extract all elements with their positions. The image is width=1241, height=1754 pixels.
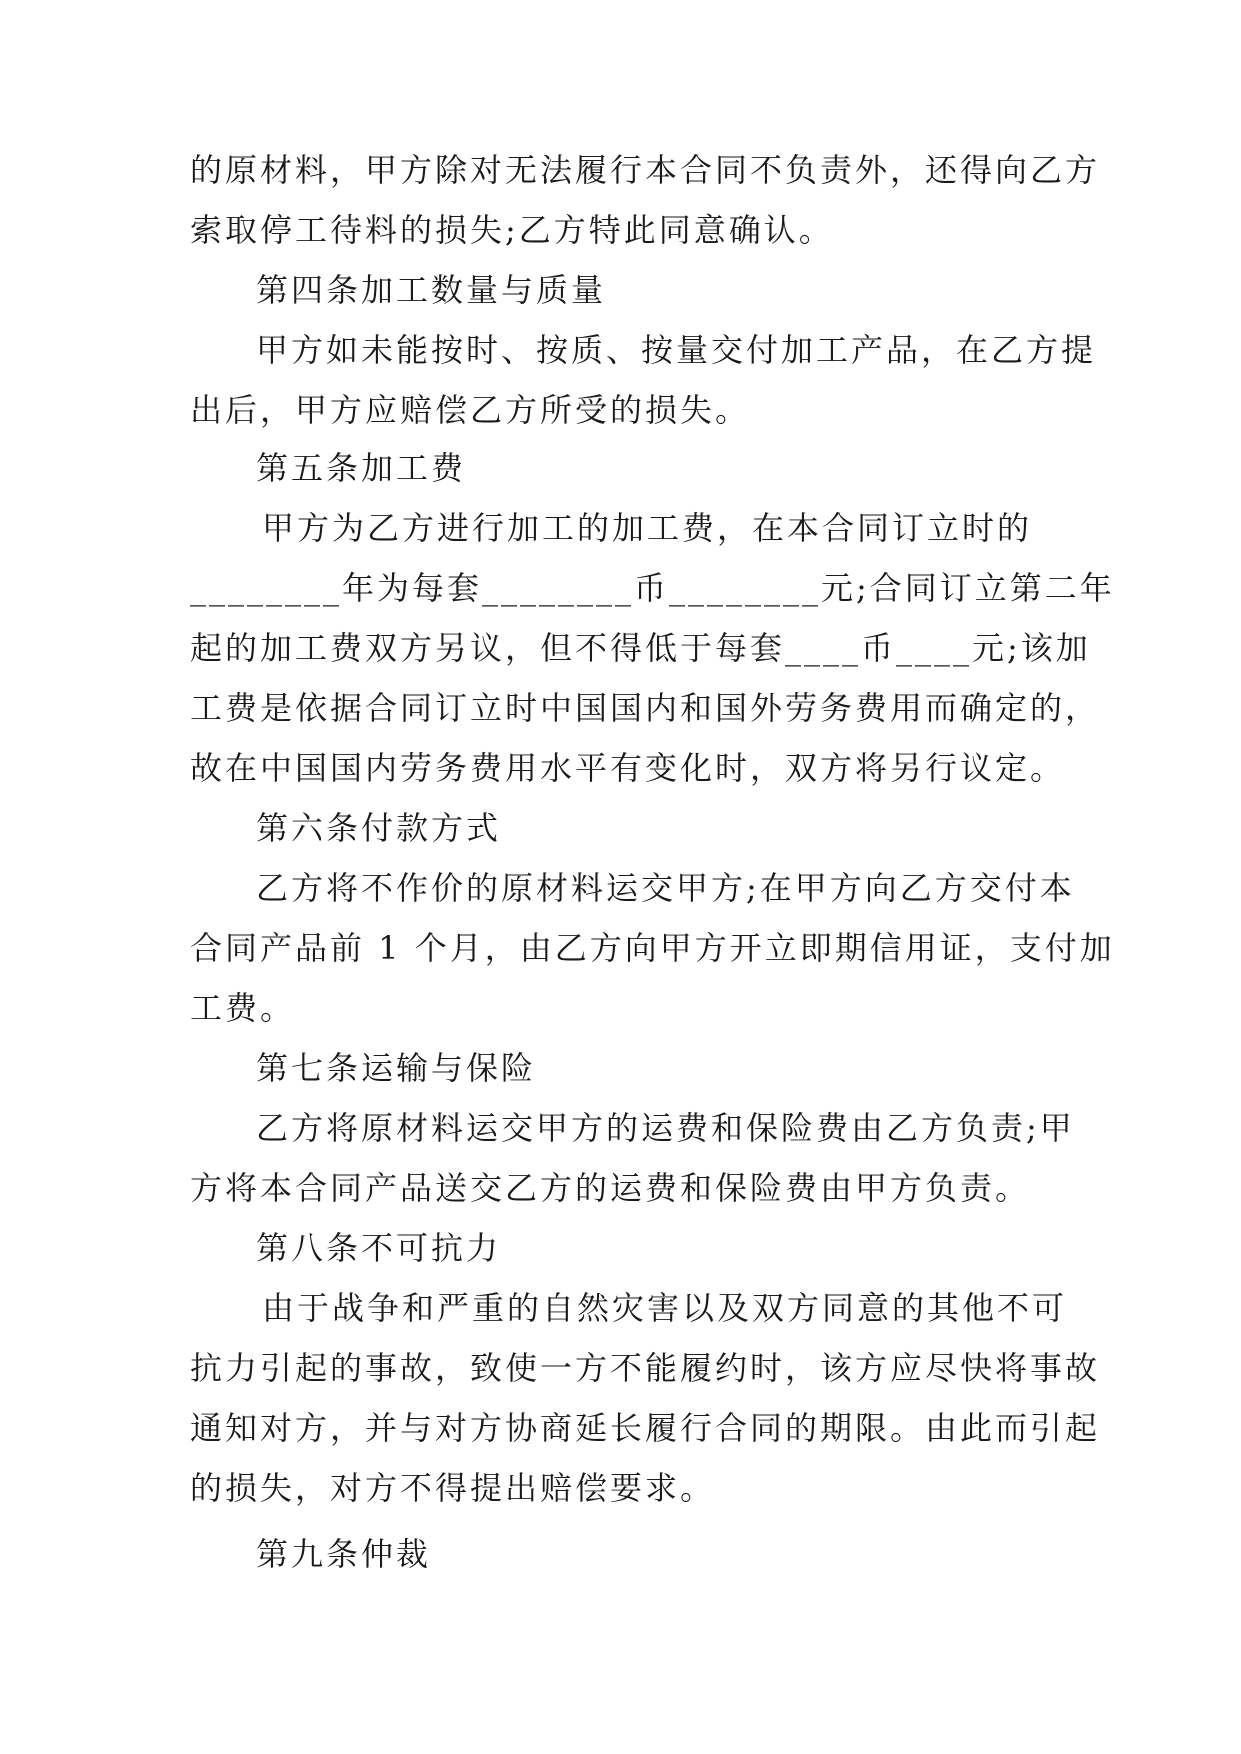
article-heading: 第四条加工数量与质量 [256, 271, 607, 309]
paragraph-line: 的损失，对方不得提出赔偿要求。 [190, 1469, 716, 1507]
paragraph-line: 出后，甲方应赔偿乙方所受的损失。 [190, 391, 751, 429]
paragraph-line: 甲方为乙方进行加工的加工费，在本合同订立时的 [262, 509, 1033, 547]
article-heading: 第九条仲裁 [256, 1535, 432, 1573]
paragraph-line: 由于战争和严重的自然灾害以及双方同意的其他不可 [262, 1289, 1068, 1327]
paragraph-line: 方将本合同产品送交乙方的运费和保险费由甲方负责。 [190, 1169, 1031, 1207]
paragraph-line: 通知对方，并与对方协商延长履行合同的期限。由此而引起 [190, 1409, 1101, 1447]
article-heading: 第五条加工费 [256, 449, 467, 487]
paragraph-line: 乙方将原材料运交甲方的运费和保险费由乙方负责;甲 [256, 1109, 1075, 1147]
article-heading: 第八条不可抗力 [256, 1229, 502, 1267]
paragraph-line: 乙方将不作价的原材料运交甲方;在甲方向乙方交付本 [256, 869, 1075, 907]
paragraph-line: 工费。 [190, 989, 296, 1027]
article-heading: 第七条运输与保险 [256, 1049, 537, 1087]
paragraph-line: ________年为每套________币________元;合同订立第二年 [190, 569, 1115, 607]
paragraph-line: 故在中国国内劳务费用水平有变化时，双方将另行议定。 [190, 749, 1066, 787]
paragraph-line: 甲方如未能按时、按质、按量交付加工产品，在乙方提 [256, 331, 1097, 369]
paragraph-line: 索取停工待料的损失;乙方特此同意确认。 [190, 211, 834, 249]
paragraph-line: 抗力引起的事故，致使一方不能履约时，该方应尽快将事故 [190, 1349, 1101, 1387]
paragraph-line: 的原材料，甲方除对无法履行本合同不负责外，还得向乙方 [190, 151, 1101, 189]
article-heading: 第六条付款方式 [256, 809, 502, 847]
paragraph-line: 工费是依据合同订立时中国国内和国外劳务费用而确定的， [190, 689, 1101, 727]
paragraph-line: 起的加工费双方另议，但不得低于每套____币____元;该加 [190, 629, 1091, 667]
paragraph-line: 合同产品前 1 个月，由乙方向甲方开立即期信用证，支付加 [190, 929, 1115, 967]
